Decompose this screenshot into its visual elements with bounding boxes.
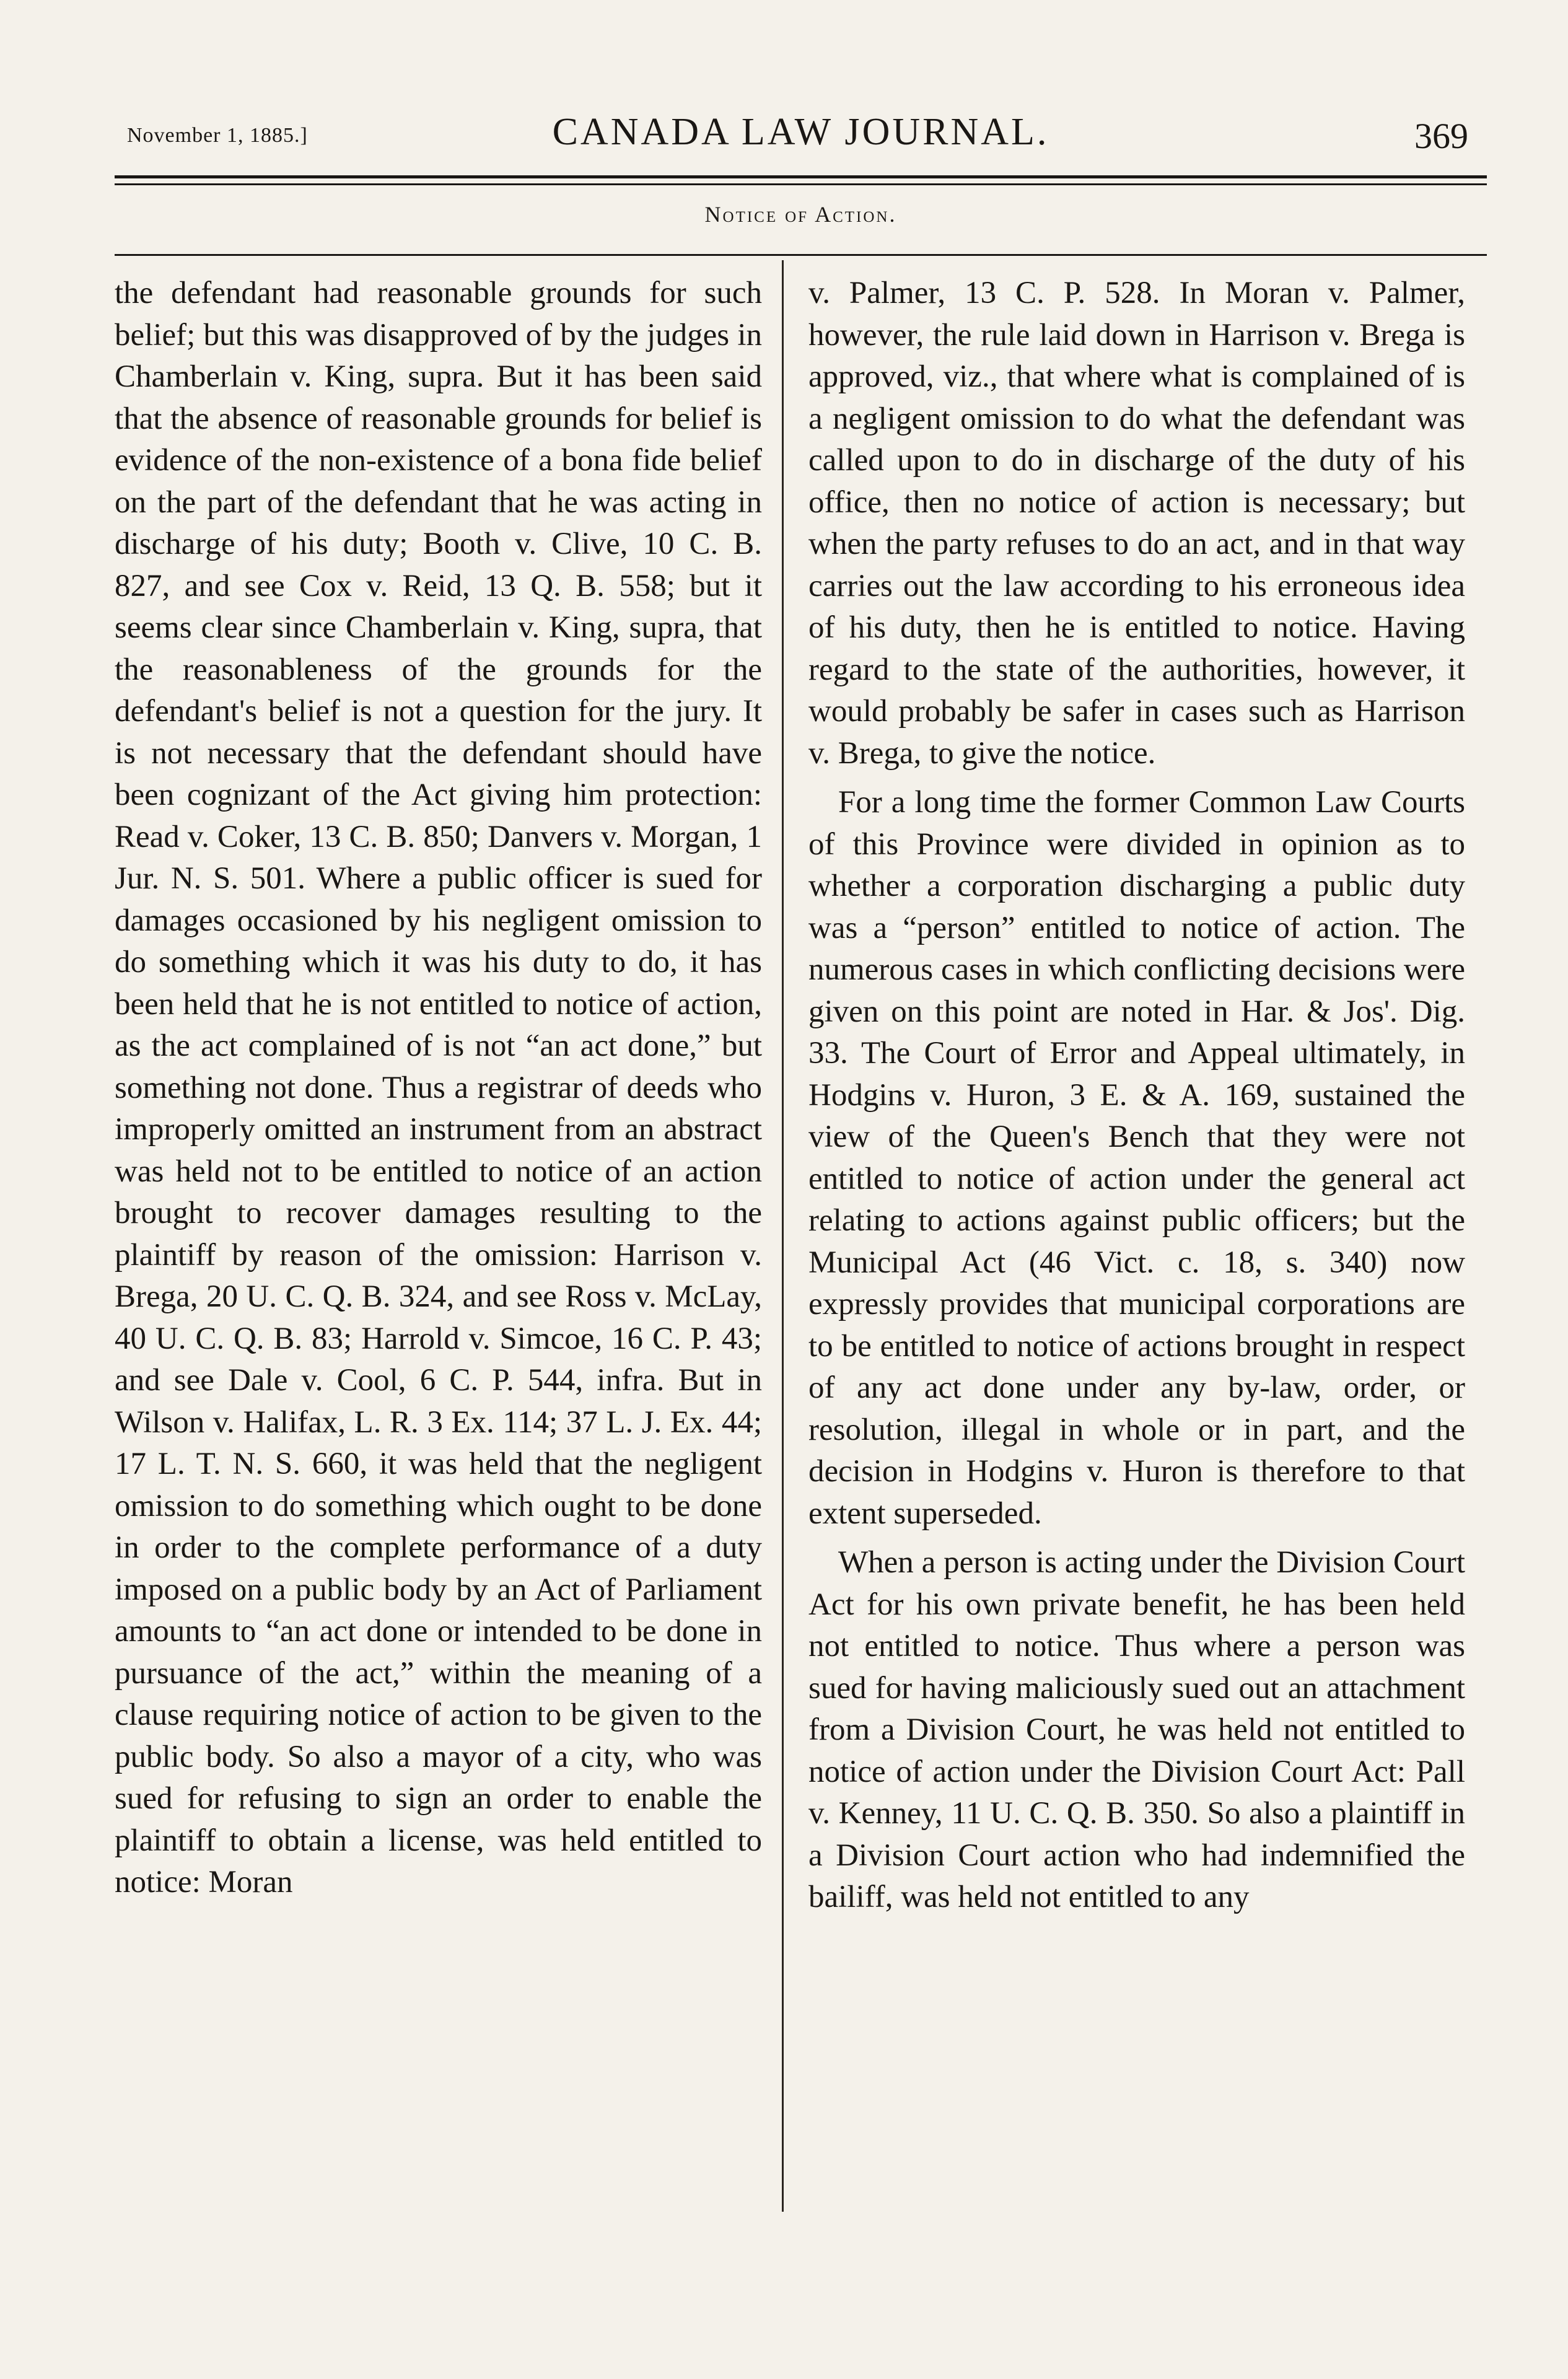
header-rule-thick xyxy=(115,175,1487,178)
left-paragraph-1: the defendant had reasonable grounds for such belief; but this was disapproved of by the judges in Chamberlain v. King, supra. But it has been said that the absence of reasonable grounds for belief is evidence of the non-existence of a bona fide belief on the part of the defendant that he was acting in discharge of his duty; Booth v. Clive, 10 C. B. 827, and see Cox v. Reid, 13 Q. B. 558; but it seems clear since Chamberlain v. King, supra, that the reasonableness of the grounds for the defendant's belief is not a question for the jury. It is not necessary that the defendant should have been cognizant of the Act giving him protection: Read v. Coker, 13 C. B. 850; Danvers v. Morgan, 1 Jur. N. S. 501. Where a public officer is sued for damages occasioned by his negligent omission to do something which it was his duty to do, it has been held that he is not entitled to notice of action, as the act complained of is not “an act done,” but something not done. Thus a registrar of deeds who improperly omitted an instrument from an abstract was held not to be entitled to notice of an action brought to recover damages resulting to the plaintiff by reason of the omission: Harrison v. Brega, 20 U. C. Q. B. 324, and see Ross v. McLay, 40 U. C. Q. B. 83; Harrold v. Simcoe, 16 C. P. 43; and see Dale v. Cool, 6 C. P. 544, infra. But in Wilson v. Halifax, L. R. 3 Ex. 114; 37 L. J. Ex. 44; 17 L. T. N. S. 660, it was held that the negligent omission to do something which ought to be done in order to the complete performance of a duty imposed on a public body by an Act of Parliament amounts to “an act done or intended to be done in pursuance of the act,” within the meaning of a clause requiring notice of action to be given to the public body. So also a mayor of a city, who was sued for refusing to sign an order to enable the plaintiff to obtain a license, was held entitled to notice: Moran xyxy=(115,276,762,1899)
section-rule xyxy=(115,254,1487,256)
column-divider xyxy=(782,260,784,2212)
right-paragraph-3: When a person is acting under the Division Court Act for his own private benefit, he has been held not entitled to notice. Thus where a person was sued for having maliciously sued out an attachment from a Division Court, he was held not entitled to notice of action under the Division Court Act: Pall v. Kenney, 11 U. C. Q. B. 350. So also a plaintiff in a Division Court action who had indemnified the bailiff, was held not entitled to any xyxy=(808,1545,1465,1914)
running-header xyxy=(115,110,1487,166)
left-column xyxy=(115,273,762,1904)
page-number: 369 xyxy=(1414,116,1468,156)
journal-title: CANADA LAW JOURNAL. xyxy=(552,111,1049,153)
section-title: Notice of Action. xyxy=(704,202,897,227)
header-rule-thin xyxy=(115,183,1487,185)
right-paragraph-1: v. Palmer, 13 C. P. 528. In Moran v. Palmer, however, the rule laid down in Harrison v. Brega is approved, viz., that where what is complained of is a negligent omission to do what the defendant was called upon to do in discharge of the duty of his office, then no notice of action is necessary; but when the party refuses to do an act, and in that way carries out the law according to his erroneous idea of his duty, then he is entitled to notice. Having regard to the state of the authorities, however, it would probably be safer in cases such as Harrison v. Brega, to give the notice. xyxy=(808,276,1465,771)
right-column xyxy=(808,273,1465,1919)
issue-date: November 1, 1885.] xyxy=(127,124,308,147)
right-paragraph-2: For a long time the former Common Law Courts of this Province were divided in opinion as to whether a corporation discharging a public duty was a “person” entitled to notice of action. The numerous cases in which conflicting decisions were given on this point are noted in Har. & Jos'. Dig. 33. The Court of Error and Appeal ultimately, in Hodgins v. Huron, 3 E. & A. 169, sustained the view of the Queen's Bench that they were not entitled to notice of action under the general act relating to actions against public officers; but the Municipal Act (46 Vict. c. 18, s. 340) now expressly provides that municipal corporations are to be entitled to notice of actions brought in respect of any act done under any by-law, order, or resolution, illegal in whole or in part, and the decision in Hodgins v. Huron is therefore to that extent superseded. xyxy=(808,785,1465,1531)
